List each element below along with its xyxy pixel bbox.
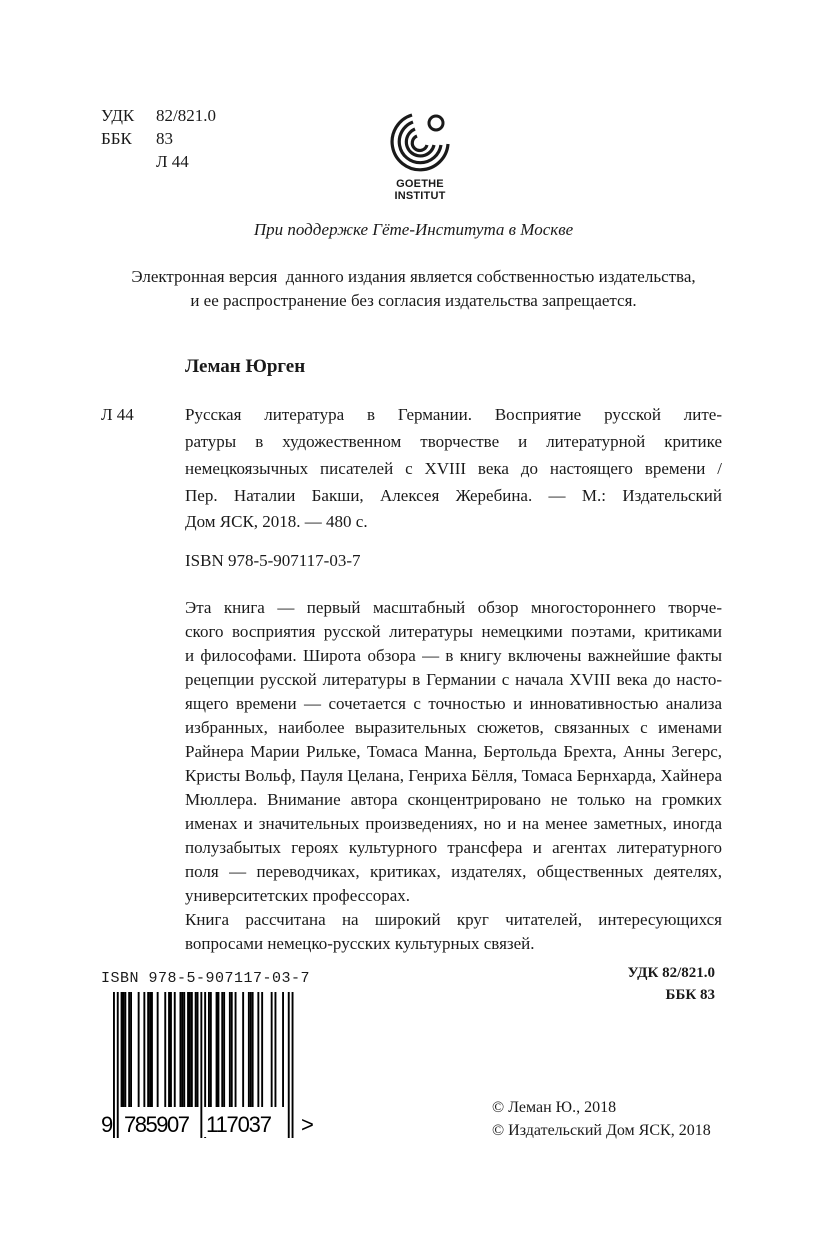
logo-line-institut: INSTITUT	[394, 190, 446, 202]
barcode-bar	[242, 992, 244, 1107]
annotation-line: Эта книга — первый масштабный обзор многостороннего творче-	[185, 598, 722, 617]
barcode-bar	[218, 992, 220, 1107]
barcode-bar	[231, 992, 233, 1107]
barcode-bar	[128, 992, 130, 1107]
barcode-bar	[195, 992, 197, 1107]
author-sign-value: Л 44	[156, 152, 189, 171]
barcode-bar	[261, 992, 263, 1107]
isbn-barcode	[101, 990, 321, 1140]
barcode-bar	[151, 992, 153, 1107]
barcode-bar	[248, 992, 250, 1107]
description-line: ратуры в художественном творчестве и литературной критике	[185, 432, 722, 451]
barcode-arrow: >	[301, 1112, 314, 1137]
barcode-bar	[235, 992, 237, 1107]
udk-value: 82/821.0	[156, 106, 216, 125]
annotation-line: университетских профессорах.	[185, 886, 411, 905]
udk-bottom: УДК 82/821.0	[627, 965, 715, 981]
logo-line-goethe: GOETHE	[396, 178, 444, 190]
barcode-bar	[113, 992, 115, 1138]
barcode-bar	[250, 992, 252, 1107]
barcode-bar	[123, 992, 125, 1107]
barcode-bar	[181, 992, 183, 1107]
barcode-bar	[187, 992, 189, 1107]
annotation-line: Райнера Марии Рильке, Томаса Манна, Бертольда Брехта, Анны Зегерс,	[185, 742, 722, 761]
barcode-bar	[149, 992, 151, 1107]
copyright-author: © Леман Ю., 2018	[492, 1099, 617, 1116]
barcode-bar	[223, 992, 225, 1107]
description-line: немецкоязычных писателей с XVIII века до настоящего времени /	[185, 459, 722, 478]
barcode-bar	[143, 992, 145, 1107]
isbn-line: ISBN 978-5-907117-03-7	[185, 551, 361, 570]
barcode-bar	[229, 992, 231, 1107]
notice-line-2: и ее распространение без согласия издательства запрещается.	[190, 291, 637, 310]
barcode-bar	[275, 992, 277, 1107]
barcode-bar	[170, 992, 172, 1107]
copyright-publisher: © Издательский Дом ЯСК, 2018	[492, 1122, 711, 1139]
annotation-line: рецепции русской литературы в Германии с начала XVIII века до насто-	[185, 670, 722, 689]
barcode-bar	[282, 992, 284, 1107]
barcode-bar	[221, 992, 223, 1107]
goethe-spiral-icon	[385, 108, 455, 174]
barcode-bar	[180, 992, 182, 1107]
barcode-bar	[183, 992, 185, 1107]
barcode-bar	[121, 992, 123, 1107]
classification-bottom	[628, 962, 715, 1006]
annotation-line: полузабытых героях культурного трансфера и агентах литературного	[185, 838, 722, 857]
goethe-logo-text	[385, 178, 455, 202]
barcode-bar	[197, 992, 199, 1107]
description-line: Пер. Наталии Бакши, Алексея Жеребина. — М.: Издательский	[185, 486, 722, 505]
barcode-bar	[147, 992, 149, 1107]
description-line: Русская литература в Германии. Восприятие русской лите-	[185, 405, 722, 424]
annotation-line: и философами. Широта обзора — в книгу включены важнейшие факты	[185, 646, 722, 665]
barcode-bar	[210, 992, 212, 1107]
barcode-bar	[292, 992, 294, 1138]
barcode-bar	[252, 992, 254, 1107]
author-sign-row	[101, 151, 189, 173]
annotation-line: Книга рассчитана на широкий круг читателей, интересующихся	[185, 910, 722, 929]
barcode-bar	[138, 992, 140, 1107]
barcode-bar	[189, 992, 191, 1107]
barcode-digits-left: 785907	[124, 1112, 190, 1137]
bbk-row	[101, 128, 173, 150]
annotation-line: поля — переводчиках, критиках, издателях, общественных деятелях,	[185, 862, 722, 881]
udk-label: УДК	[101, 106, 135, 125]
barcode-bar	[191, 992, 193, 1107]
barcode-digit-first: 9	[101, 1112, 114, 1137]
goethe-institut-logo	[385, 108, 455, 208]
barcode-bar	[174, 992, 176, 1107]
copyright-notice	[60, 265, 767, 313]
barcode-bar	[124, 992, 126, 1107]
barcode-bar	[130, 992, 132, 1107]
barcode-bar	[257, 992, 259, 1107]
author-sign: Л 44	[101, 405, 134, 424]
barcode-bar	[216, 992, 218, 1107]
notice-line-1: Электронная версия данного издания является собственностью издательства,	[131, 267, 696, 286]
barcode-bar	[271, 992, 273, 1107]
barcode-bar	[117, 992, 119, 1138]
barcode-isbn-text: ISBN 978-5-907117-03-7	[101, 970, 311, 987]
annotation-line: вопросами немецко-русских культурных связей.	[185, 934, 535, 953]
author-name: Леман Юрген	[185, 356, 306, 377]
annotation-line: Кристы Вольф, Пауля Целана, Генриха Бёлля, Томаса Бернхарда, Хайнера	[185, 766, 722, 785]
barcode-bar	[208, 992, 210, 1107]
annotation-line: ского восприятия русской литературы немецкими поэтами, критиками	[185, 622, 722, 641]
support-line: При поддержке Гёте-Института в Москве	[253, 220, 574, 239]
barcode-bar	[288, 992, 290, 1138]
bbk-label: ББК	[101, 129, 132, 148]
barcode-bar	[168, 992, 170, 1107]
barcode-bar	[157, 992, 159, 1107]
barcode-digits-right: 117037	[206, 1112, 272, 1137]
annotation-line: именах и значительных произведениях, но и на менее заметных, иногда	[185, 814, 722, 833]
bbk-value: 83	[156, 129, 173, 148]
annotation-line: Мюллера. Внимание автора сконцентрировано не только на громких	[185, 790, 722, 809]
barcode-bar	[164, 992, 166, 1107]
annotation-line: избранных, наиболее выразительных сюжетов, связанных с именами	[185, 718, 722, 737]
barcode-bar	[200, 992, 202, 1138]
bbk-bottom: ББК 83	[665, 987, 715, 1003]
annotation-line: ящего времени — сочетается с точностью и инновативностью анализа	[185, 694, 722, 713]
udk-row	[101, 105, 216, 127]
description-line: Дом ЯСК, 2018. — 480 с.	[185, 512, 368, 531]
